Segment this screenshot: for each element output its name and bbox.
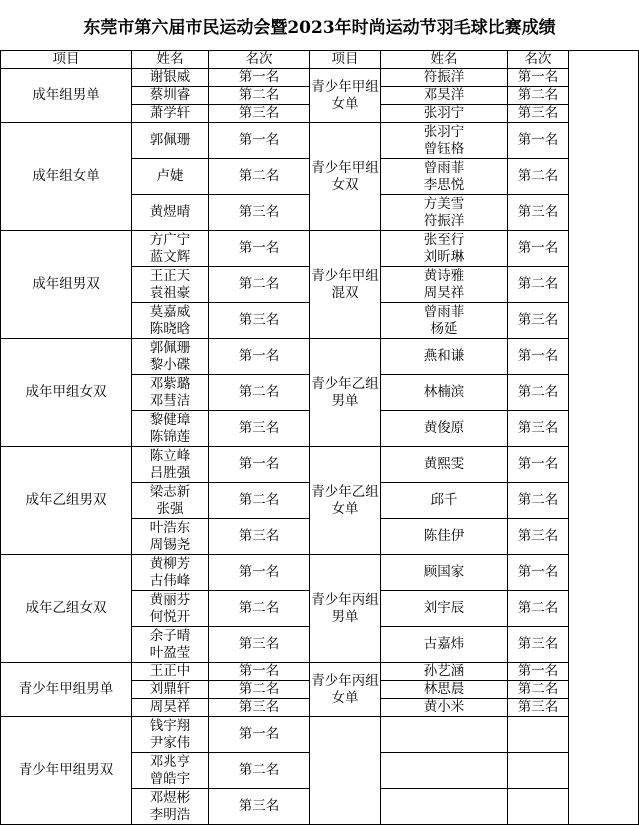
names-cell [131, 554, 209, 591]
rank-cell: 第三名 [208, 410, 310, 447]
names-cell [380, 338, 508, 375]
player-name: 张至行 [423, 231, 465, 248]
page-title: 东莞市第六届市民运动会暨2023年时尚运动节羽毛球比赛成绩 [83, 17, 556, 38]
rank-cell: 第二名 [208, 752, 310, 789]
names-cell [380, 518, 508, 555]
rank-cell: 第一名 [208, 446, 310, 483]
names-cell [380, 446, 508, 483]
names-cell [380, 122, 508, 159]
player-name: 陈晓晗 [149, 320, 191, 337]
rank-cell: 第二名 [507, 374, 569, 411]
rank-cell: 第三名 [507, 104, 569, 123]
names-cell [131, 302, 209, 339]
player-name: 邓昊洋 [423, 87, 465, 103]
event-cell: 成年组男双 [0, 230, 132, 339]
player-name: 吕胜强 [149, 464, 191, 481]
player-name: 蔡圳睿 [149, 87, 191, 103]
player-name: 钱宇翔 [149, 717, 191, 734]
event-cell: 青少年丙组男单 [309, 554, 381, 663]
player-name: 周昊祥 [423, 284, 465, 301]
player-name: 林楠滨 [423, 384, 465, 400]
names-cell [131, 680, 209, 699]
spacer-column [568, 50, 639, 825]
names-cell [131, 752, 209, 789]
event-cell: 青少年乙组男单 [309, 338, 381, 447]
player-name: 郭佩珊 [149, 132, 191, 148]
names-cell [131, 716, 209, 753]
rank-cell: 第三名 [507, 698, 569, 717]
rank-cell: 第二名 [507, 680, 569, 699]
player-name: 萧学轩 [149, 105, 191, 121]
event-cell: 成年甲组女双 [0, 338, 132, 447]
player-name: 曾钰格 [423, 140, 465, 157]
names-cell [131, 590, 209, 627]
names-cell [131, 662, 209, 681]
event-cell: 青少年甲组女双 [309, 122, 381, 231]
rank-cell: 第三名 [208, 788, 310, 825]
player-name: 余子晴 [149, 627, 191, 644]
player-name: 林思晨 [423, 681, 465, 697]
player-name: 叶盈莹 [149, 644, 191, 661]
names-cell [131, 410, 209, 447]
rank-cell: 第三名 [208, 194, 310, 231]
names-cell [131, 374, 209, 411]
rank-cell: 第二名 [507, 158, 569, 195]
names-cell [380, 482, 508, 519]
player-name: 古嘉炜 [423, 636, 465, 652]
event-cell: 青少年甲组男双 [0, 716, 132, 825]
names-cell [380, 698, 508, 717]
names-cell [380, 158, 508, 195]
player-name: 卢婕 [156, 168, 184, 184]
header-event: 项目 [0, 50, 132, 69]
player-name: 尹家伟 [149, 734, 191, 751]
event-cell: 成年组男单 [0, 68, 132, 123]
names-cell [131, 338, 209, 375]
event-cell: 青少年丙组女单 [309, 662, 381, 717]
names-cell [380, 104, 508, 123]
header-event: 项目 [309, 50, 381, 69]
names-cell [131, 68, 209, 87]
player-name: 叶浩东 [149, 519, 191, 536]
player-name: 邓彗洁 [149, 392, 191, 409]
rank-cell: 第二名 [208, 86, 310, 105]
rank-cell: 第一名 [507, 338, 569, 375]
names-cell [131, 122, 209, 159]
rank-cell: 第二名 [208, 158, 310, 195]
player-name: 周锡尧 [149, 536, 191, 553]
rank-cell: 第二名 [507, 482, 569, 519]
rank-cell: 第一名 [208, 68, 310, 87]
rank-cell: 第一名 [507, 446, 569, 483]
names-cell [380, 266, 508, 303]
names-cell [380, 626, 508, 663]
rank-cell: 第一名 [507, 554, 569, 591]
names-cell [131, 230, 209, 267]
player-name: 谢银威 [149, 69, 191, 85]
rank-cell: 第三名 [507, 626, 569, 663]
rank-cell: 第二名 [208, 266, 310, 303]
names-cell [380, 86, 508, 105]
rank-cell: 第三名 [208, 302, 310, 339]
rank-cell: 第一名 [507, 122, 569, 159]
rank-cell: 第三名 [507, 194, 569, 231]
header-rank: 名次 [507, 50, 569, 69]
player-name: 周昊祥 [149, 699, 191, 715]
player-name: 陈锦莲 [149, 428, 191, 445]
names-cell [131, 446, 209, 483]
names-cell [131, 104, 209, 123]
player-name: 张强 [156, 500, 184, 517]
header-rank: 名次 [208, 50, 310, 69]
player-name: 黄诗雅 [423, 267, 465, 284]
player-name: 张羽宁 [423, 123, 465, 140]
player-name: 王正中 [149, 663, 191, 679]
names-cell [380, 662, 508, 681]
rank-cell: 第一名 [208, 338, 310, 375]
player-name: 袁祖豪 [149, 284, 191, 301]
player-name: 方美雪 [423, 195, 465, 212]
player-name: 何悦开 [149, 608, 191, 625]
names-cell [131, 482, 209, 519]
player-name: 李明浩 [149, 806, 191, 823]
player-name: 邓煜彬 [149, 789, 191, 806]
names-cell [131, 194, 209, 231]
player-name: 曾皓宇 [149, 770, 191, 787]
names-cell [380, 302, 508, 339]
player-name: 古伟峰 [149, 572, 191, 589]
player-name: 邓紫璐 [149, 375, 191, 392]
player-name: 杨延 [430, 320, 458, 337]
rank-cell: 第一名 [208, 662, 310, 681]
event-cell: 成年乙组男双 [0, 446, 132, 555]
names-cell [380, 590, 508, 627]
player-name: 莫嘉威 [149, 303, 191, 320]
player-name: 符振洋 [423, 212, 465, 229]
player-name: 黄熙雯 [423, 456, 465, 472]
event-cell: 青少年甲组女单 [309, 68, 381, 123]
empty-event-cell [309, 716, 381, 825]
names-cell [380, 68, 508, 87]
event-cell: 成年组女单 [0, 122, 132, 231]
player-name: 方广宁 [149, 231, 191, 248]
player-name: 黎小碟 [149, 356, 191, 373]
rank-cell: 第二名 [507, 266, 569, 303]
rank-cell: 第三名 [208, 518, 310, 555]
player-name: 梁志新 [149, 483, 191, 500]
rank-cell: 第二名 [208, 680, 310, 699]
player-name: 黎健璋 [149, 411, 191, 428]
player-name: 李思悦 [423, 176, 465, 193]
names-cell [131, 266, 209, 303]
rank-cell: 第一名 [507, 662, 569, 681]
empty-rank-cell [507, 716, 569, 753]
rank-cell: 第三名 [507, 410, 569, 447]
player-name: 黄柳芳 [149, 555, 191, 572]
player-name: 符振洋 [423, 69, 465, 85]
rank-cell: 第三名 [507, 302, 569, 339]
player-name: 郭佩珊 [149, 339, 191, 356]
rank-cell: 第二名 [208, 374, 310, 411]
player-name: 孙艺涵 [423, 663, 465, 679]
rank-cell: 第二名 [507, 86, 569, 105]
header-name: 姓名 [380, 50, 508, 69]
header-name: 姓名 [131, 50, 209, 69]
player-name: 黄俊原 [423, 420, 465, 436]
rank-cell: 第一名 [208, 230, 310, 267]
event-cell: 成年乙组女双 [0, 554, 132, 663]
rank-cell: 第二名 [208, 482, 310, 519]
rank-cell: 第二名 [208, 590, 310, 627]
rank-cell: 第一名 [208, 122, 310, 159]
rank-cell: 第三名 [208, 626, 310, 663]
names-cell [131, 698, 209, 717]
rank-cell: 第一名 [208, 554, 310, 591]
player-name: 曾雨菲 [423, 159, 465, 176]
player-name: 刘鼎轩 [149, 681, 191, 697]
player-name: 燕和谦 [423, 348, 465, 364]
empty-names-cell [380, 752, 508, 789]
player-name: 曾雨菲 [423, 303, 465, 320]
empty-names-cell [380, 788, 508, 825]
names-cell [380, 680, 508, 699]
event-cell: 青少年甲组男单 [0, 662, 132, 717]
names-cell [131, 626, 209, 663]
player-name: 陈佳伊 [423, 528, 465, 544]
empty-rank-cell [507, 788, 569, 825]
names-cell [131, 788, 209, 825]
rank-cell: 第一名 [208, 716, 310, 753]
rank-cell: 第三名 [208, 104, 310, 123]
names-cell [380, 410, 508, 447]
player-name: 刘宇辰 [423, 600, 465, 616]
empty-names-cell [380, 716, 508, 753]
names-cell [380, 230, 508, 267]
player-name: 王正天 [149, 267, 191, 284]
names-cell [380, 194, 508, 231]
player-name: 陈立峰 [149, 447, 191, 464]
names-cell [380, 554, 508, 591]
names-cell [131, 86, 209, 105]
rank-cell: 第三名 [507, 518, 569, 555]
rank-cell: 第三名 [208, 698, 310, 717]
player-name: 张羽宁 [423, 105, 465, 121]
player-name: 黄小米 [423, 699, 465, 715]
event-cell: 青少年乙组女单 [309, 446, 381, 555]
names-cell [131, 158, 209, 195]
rank-cell: 第一名 [507, 68, 569, 87]
rank-cell: 第二名 [507, 590, 569, 627]
names-cell [380, 374, 508, 411]
empty-rank-cell [507, 752, 569, 789]
names-cell [131, 518, 209, 555]
player-name: 黄丽芬 [149, 591, 191, 608]
event-cell: 青少年甲组混双 [309, 230, 381, 339]
player-name: 刘昕琳 [423, 248, 465, 265]
player-name: 黄煜晴 [149, 204, 191, 220]
player-name: 邱千 [430, 492, 458, 508]
player-name: 顾国家 [423, 564, 465, 580]
rank-cell: 第一名 [507, 230, 569, 267]
player-name: 邓兆亨 [149, 753, 191, 770]
player-name: 蓝文辉 [149, 248, 191, 265]
